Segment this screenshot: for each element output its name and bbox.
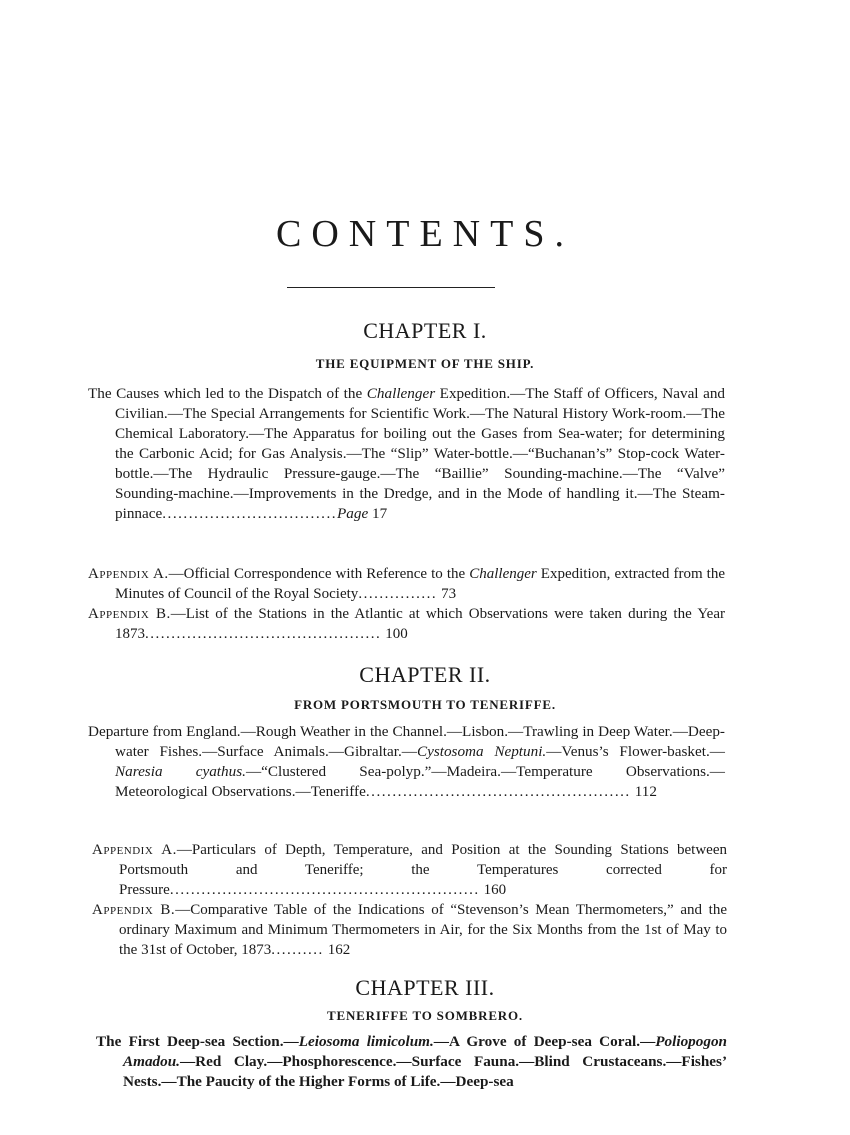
dot-leader: ................................. [162, 505, 338, 522]
page-title: CONTENTS. [276, 213, 574, 255]
chapter-2-appendix-a: Appendix A.—Particulars of Depth, Temperature, and Position at the Sounding Stations between Portsmouth and Teneriffe; the Temperatures corrected for Pressure........................................................... 160 [92, 842, 727, 898]
chapter-3-summary: The First Deep-sea Section.—Leiosoma limicolum.—A Grove of Deep-sea Coral.—Poliopogon Amadou.—Red Clay.—Phosphorescence.—Surface Fauna.—Blind Crustaceans.—Fishes’ Nests.—The Paucity of the Higher Forms of Life.—Deep-sea [96, 1033, 727, 1090]
chapter-1-appendix-b: Appendix B.—List of the Stations in the Atlantic at which Observations were taken during the Year 1873............................................. 100 [88, 606, 725, 642]
page-number: 100 [385, 626, 408, 642]
dot-leader: .................................................. [365, 783, 631, 800]
page-number: 73 [441, 586, 457, 602]
chapter-2-summary: Departure from England.—Rough Weather in the Channel.—Lisbon.—Trawling in Deep Water.—Deep-water Fishes.—Surface Animals.—Gibraltar.—Cystosoma Neptuni.—Venus’s Flower-basket.—Naresia cyathus.—“Clustered Sea-polyp.”—Madeira.—Temperature Observations.—Meteorological Observations.—Teneriffe.................................................. 112 [88, 723, 725, 800]
page-number: 160 [483, 882, 507, 898]
chapter-2-heading: CHAPTER II. [359, 662, 491, 687]
page-number: 112 [634, 783, 657, 800]
dot-leader: ........................................................... [169, 882, 480, 898]
dot-leader: .......... [271, 942, 324, 958]
chapter-2-appendix-b: Appendix B.—Comparative Table of the Indications of “Stevenson’s Mean Thermometers,” and the ordinary Maximum and Minimum Thermometers in Air, for the Six Months from the 1st of May to the 31st of October, 1873.......... 162 [92, 902, 727, 958]
title-divider [287, 287, 495, 288]
chapter-1-summary: The Causes which led to the Dispatch of the Challenger Expedition.—The Staff of Officers, Naval and Civilian.—The Special Arrangements for Scientific Work.—The Natural History Work-room.—The Chemical Laboratory.—The Apparatus for boiling out the Gases from Sea-water; for determining the Carbonic Acid; for Gas Analysis.—The “Slip” Water-bottle.—“Buchanan’s” Stop-cock Water-bottle.—The Hydraulic Pressure-gauge.—The “Baillie” Sounding-machine.—The “Valve” Sounding-machine.—Improvements in the Dredge, and in the Mode of handling it.—The Steam-pinnace.................................Page 17 [88, 385, 726, 522]
chapter-3-heading: CHAPTER III. [355, 975, 495, 1000]
chapter-2-subtitle: FROM PORTSMOUTH TO TENERIFFE. [294, 697, 556, 712]
chapter-3-subtitle: TENERIFFE TO SOMBRERO. [327, 1008, 523, 1023]
chapter-1-appendix-a: Appendix A.—Official Correspondence with Reference to the Challenger Expedition, extracted from the Minutes of Council of the Royal Society............... 73 [88, 566, 725, 602]
dot-leader: ............... [358, 586, 438, 602]
chapter-1-heading: CHAPTER I. [363, 318, 487, 343]
page-number: 17 [372, 505, 388, 522]
chapter-1-subtitle: THE EQUIPMENT OF THE SHIP. [315, 356, 535, 371]
dot-leader: ............................................. [145, 626, 382, 642]
page-number: 162 [327, 942, 351, 958]
